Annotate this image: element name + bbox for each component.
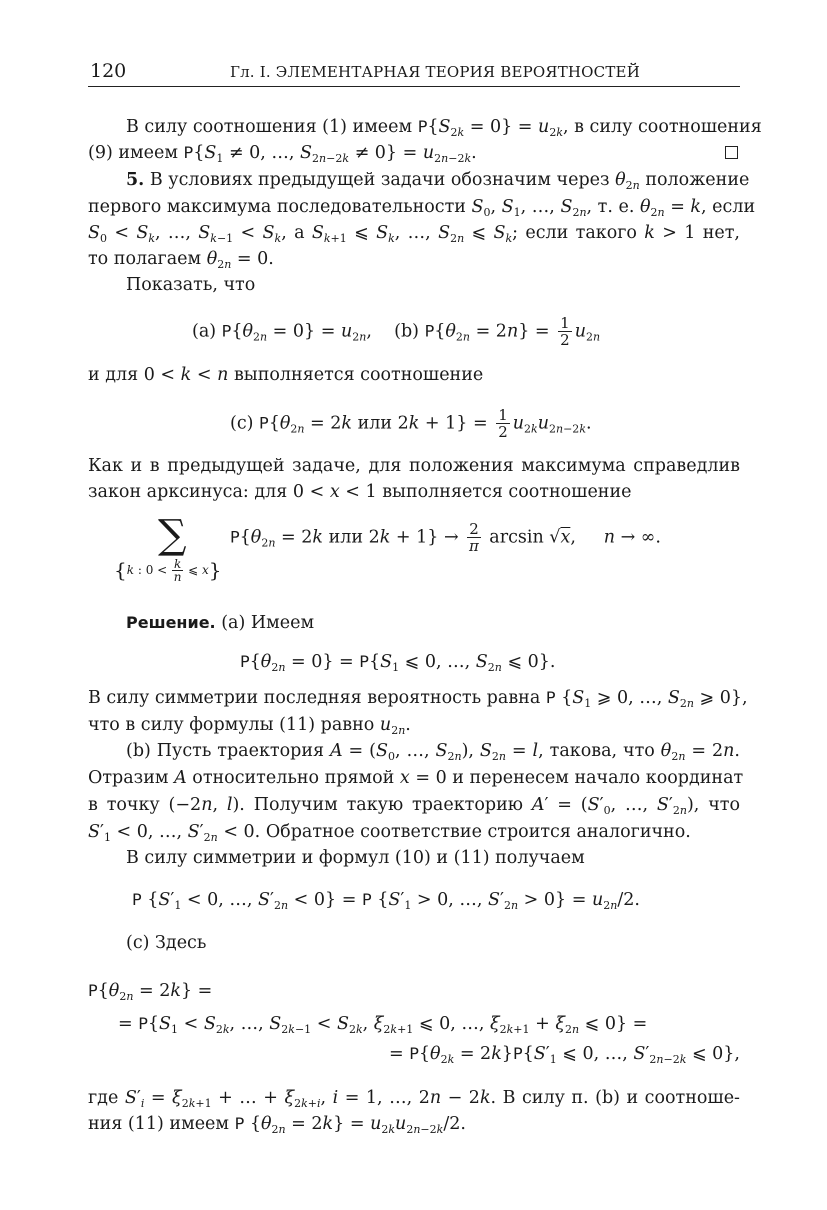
running-header xyxy=(88,58,740,87)
text-line: (b) Пусть траектория $A = (S_0$, …, $S_{2n}$), $S_{2n} = l$, такова, что $\theta_{2n} = 2n$. xyxy=(126,741,740,763)
solution-label: Решение. xyxy=(126,613,216,632)
formula-b: P {$S'_1 < 0$, …, $S'_{2n} < 0\} = P$ {$S'_1 > 0$, …, $S'_{2n} > 0\} = u_{2n}/2$. xyxy=(132,890,640,912)
text-line: В силу соотношения (1) имеем $P\{S_{2k} = 0\} = u_{2k}$, в силу соотношения xyxy=(126,117,762,139)
text-line: $S'_1 < 0$, …, $S'_{2n} < 0$. Обратное соответствие строится аналогично. xyxy=(88,822,691,844)
formula-ab: (a) $P\{\theta_{2n} = 0\} = u_{2n}$, (b) $P\{\theta_{2n} = 2n\}$ = $\frac{1}{2}$ $u_{2n}$ xyxy=(192,314,601,349)
sum-limits: {k : 0 < $\frac{k}{n}$ ⩽ x} xyxy=(114,557,222,584)
page-number: 120 xyxy=(90,60,127,82)
text-line: первого максимума последовательности $S_0$, $S_1$, …, $S_{2n}$, т. е. $\theta_{2n} = k$, если xyxy=(88,197,756,219)
formula-sol-a: $P\{\theta_{2n} = 0\} = P\{S_1$ ⩽ 0, …, $S_{2n}$ ⩽ 0}. xyxy=(240,652,556,674)
formula-c-line2: = $P\{S_1 < S_{2k}$, …, $S_{2k-1} < S_{2k}$, $\xi_{2k+1}$ ⩽ 0, …, $\xi_{2k+1} + \xi_{2n}$ ⩽ 0} = xyxy=(118,1014,648,1036)
text-line: Как и в предыдущей задаче, для положения максимума справедлив xyxy=(88,456,740,476)
text-line: Решение. (a) Имеем xyxy=(126,613,315,633)
text-line: (9) имеем $P\{S_1 \ne 0$, …, $S_{2n-2k} \ne 0\} = u_{2n-2k}$. xyxy=(88,141,740,165)
text-line: Показать, что xyxy=(126,275,256,295)
text-line: что в силу формулы (11) равно $u_{2n}$. xyxy=(88,715,411,737)
text-line: В силу симметрии и формул (10) и (11) получаем xyxy=(126,848,585,868)
text-line: $S_0 < S_k$, …, $S_{k-1} < S_k$, а $S_{k+1}$ ⩽ $S_k$, …, $S_{2n}$ ⩽ $S_k$; если такого k > 1 нет, xyxy=(88,223,740,245)
text-line: ния (11) имеем P $\{\theta_{2n} = 2k\} = u_{2k}u_{2n-2k}/2$. xyxy=(88,1114,466,1136)
text-line: то полагаем $\theta_{2n} = 0$. xyxy=(88,249,274,271)
formula-arcsine: $P\{\theta_{2n} = 2k$ или 2k + 1} → $\frac{2}{\pi}$ arcsin √x, n → ∞. xyxy=(230,520,661,555)
text-line: Отразим A относительно прямой x = 0 и перенесем начало координат xyxy=(88,768,744,788)
running-title: Гл. I. ЭЛЕМЕНТАРНАЯ ТЕОРИЯ ВЕРОЯТНОСТЕЙ xyxy=(229,63,640,81)
text-line: закон арксинуса: для 0 < x < 1 выполняется соотношение xyxy=(88,482,632,502)
text-line: в точку (−2n, l). Получим такую траекторию $A' = (S'_0$, …, $S'_{2n}$), что xyxy=(88,795,740,817)
formula-c-line3: = $P\{\theta_{2k} = 2k\}P\{S'_1$ ⩽ 0, …, $S'_{2n-2k}$ ⩽ 0}, xyxy=(389,1044,740,1066)
formula-c-line1: $P\{\theta_{2n} = 2k\}$ = xyxy=(88,981,213,1003)
text-line: и для 0 < k < n выполняется соотношение xyxy=(88,365,484,385)
text-line: (c) Здесь xyxy=(126,933,207,953)
sum-symbol: ∑ xyxy=(158,512,187,558)
formula-c: (c) $P\{\theta_{2n} = 2k$ или 2k + 1} = $\frac{1}{2}$ $u_{2k}u_{2n-2k}$. xyxy=(230,406,592,441)
text-line: 5. В условиях предыдущей задачи обозначим через $\theta_{2n}$ положение xyxy=(126,170,750,192)
text-line: где $S'_i = \xi_{2k+1}$ + … + $\xi_{2k+i}$, i = 1, …, 2n − 2k. В силу п. (b) и соотноше- xyxy=(88,1088,740,1110)
text-line: В силу симметрии последняя вероятность равна P {$S_1$ ⩾ 0, …, $S_{2n}$ ⩾ 0}, xyxy=(88,688,748,710)
qed-square-icon xyxy=(725,146,738,159)
